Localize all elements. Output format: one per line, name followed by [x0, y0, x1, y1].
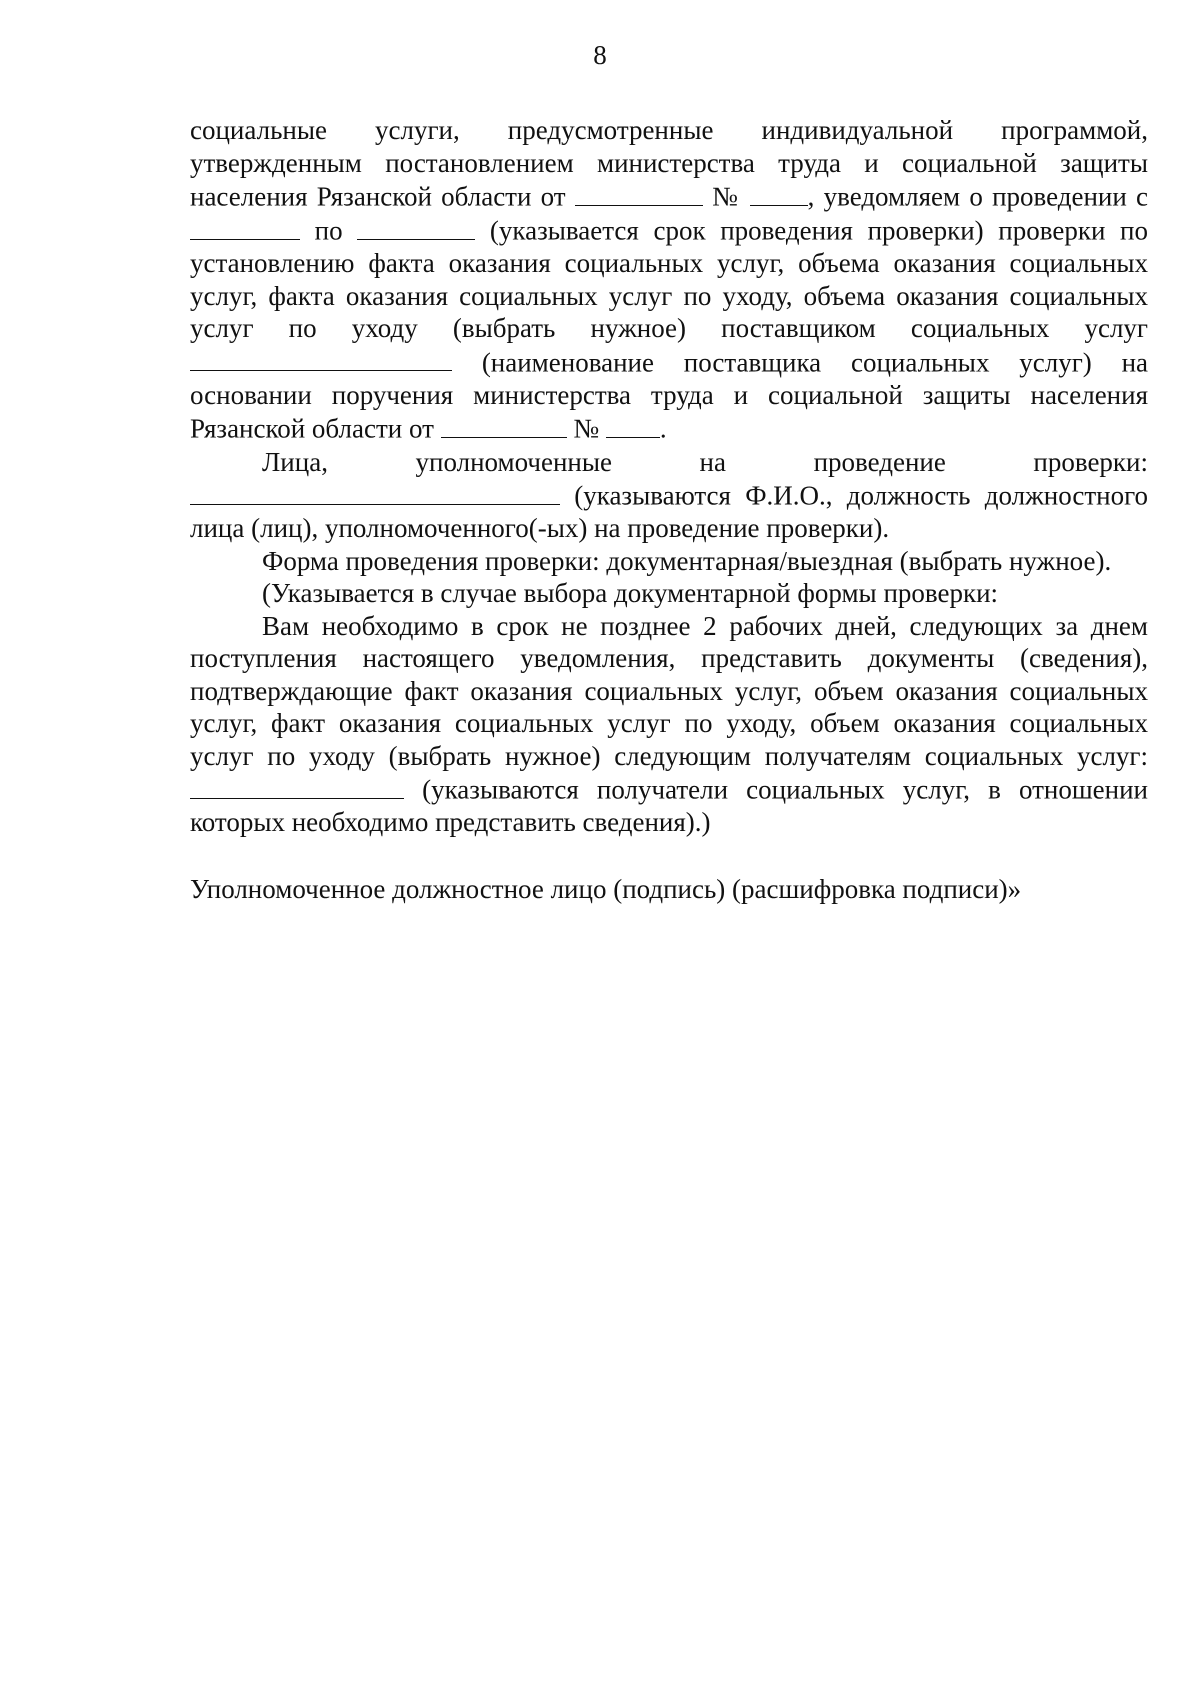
number-sign: № [573, 414, 600, 445]
paragraph-text: (наименование поставщика социальных услуг) на основании поручения министерства труда и социальной защиты населения Рязанской области от [190, 347, 1148, 445]
blank-order-date-field [441, 411, 567, 438]
blank-end-date-field [357, 213, 475, 240]
paragraph-text: (указывается срок проведения проверки) проверки по установлению факта оказания социальных услуг, объема оказания социальных услуг, факта оказания социальных услуг по уходу, объема оказания социальных услуг по уходу (выбрать нужное) поставщиком социальных услуг [190, 215, 1149, 344]
blank-order-number-field [606, 411, 660, 438]
paragraph-text: , уведомляем о проведении с [807, 181, 1149, 212]
signature-line: Уполномоченное должностное лицо (подпись) (расшифровка подписи)» [190, 873, 1022, 904]
paragraph-text: . [659, 414, 667, 445]
blank-provider-name-field [190, 345, 452, 372]
paragraph-text: (указываются получатели социальных услуг, в отношении которых необходимо представить сведения).) [190, 774, 1148, 838]
document-body [190, 114, 1148, 905]
number-sign: № [712, 181, 741, 212]
blank-number-field [750, 179, 808, 206]
paragraph-text: по [314, 215, 343, 246]
blank-recipients-field [190, 772, 404, 799]
paragraph-text: (указываются Ф.И.О., должность должностного лица (лиц), уполномоченного(-ых) на проведение проверки). [190, 480, 1148, 544]
paragraph-text: социальные услуги, предусмотренные индивидуальной программой, утвержденным постановлением министерства труда и социальной защиты населения Рязанской области от [190, 115, 1148, 212]
page-number: 8 [593, 40, 607, 70]
paragraph-documents-request [190, 610, 1148, 839]
blank-start-date-field [190, 213, 300, 240]
paragraph-text: Лица, уполномоченные на проведение проверки: [262, 446, 1148, 477]
paragraph-notification [190, 114, 1148, 446]
paragraph-inspection-form: Форма проведения проверки: документарная/выездная (выбрать нужное). [262, 545, 1112, 576]
paragraph-text: Вам необходимо в срок не позднее 2 рабочих дней, следующих за днем поступления настоящего уведомления, представить документы (сведения), подтверждающие факт оказания социальных услуг, объем оказания социальных услуг, факт оказания социальных услуг по уходу, объем оказания социальных услуг по уходу (выбрать нужное) следующим получателям социальных услуг: [190, 610, 1148, 771]
paragraph-documentary-note: (Указывается в случае выбора документарной формы проверки: [262, 578, 999, 609]
paragraph-authorized-persons [190, 446, 1148, 545]
blank-date-field [575, 179, 703, 206]
blank-persons-field [190, 478, 560, 505]
